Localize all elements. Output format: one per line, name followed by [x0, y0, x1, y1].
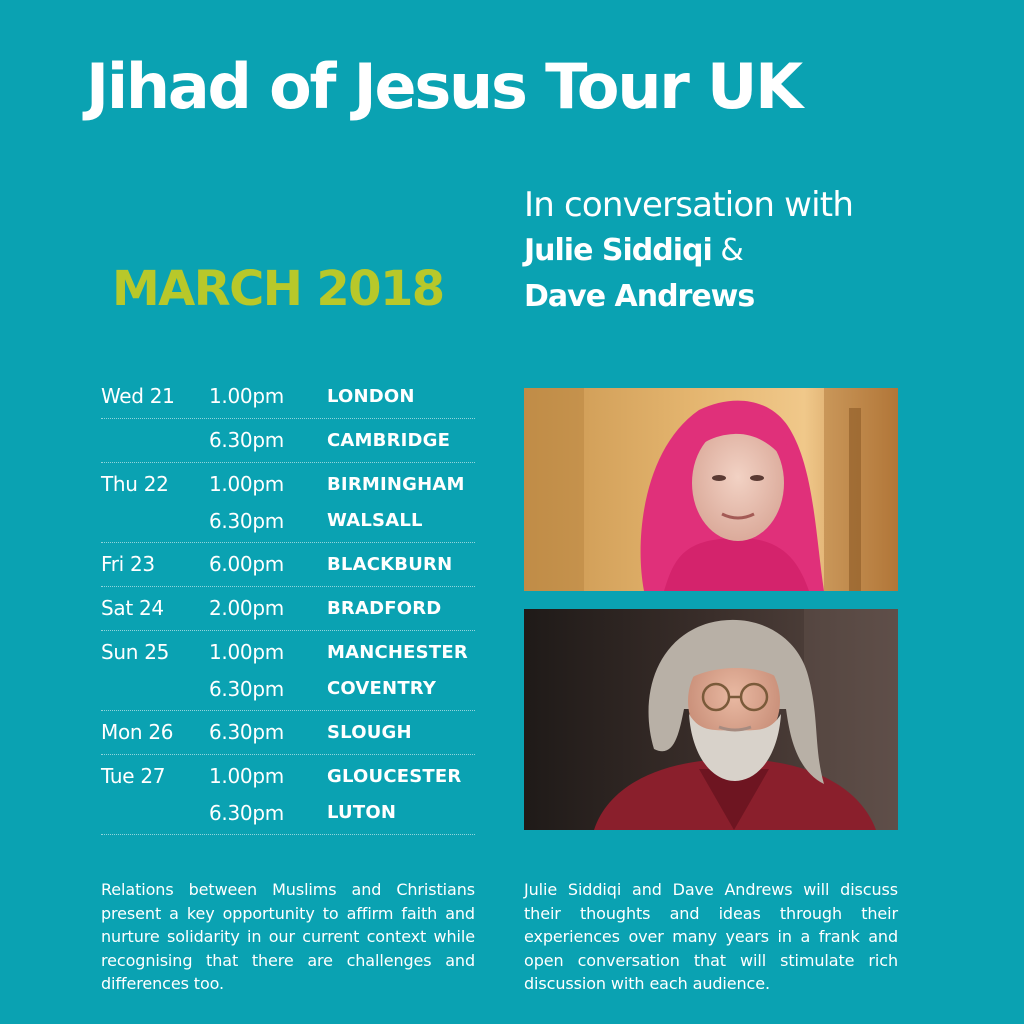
speaker-name-dave: Dave Andrews: [524, 279, 755, 314]
schedule-time: 6.30pm: [209, 677, 284, 701]
schedule-city: LONDON: [327, 386, 415, 407]
schedule-city: BIRMINGHAM: [327, 474, 465, 495]
speaker-line-1: [524, 228, 964, 274]
schedule-time: 6.30pm: [209, 801, 284, 825]
speakers-intro: [524, 182, 964, 320]
schedule-time: 6.30pm: [209, 509, 284, 533]
schedule-city: BRADFORD: [327, 598, 442, 619]
schedule-row: [101, 631, 475, 674]
schedule-time: 1.00pm: [209, 472, 284, 496]
schedule-row: [101, 463, 475, 506]
speaker-name-julie: Julie Siddiqi: [524, 233, 712, 268]
schedule-city: SLOUGH: [327, 722, 412, 743]
schedule-time: 6.30pm: [209, 720, 284, 744]
schedule-city: MANCHESTER: [327, 642, 468, 663]
schedule-city: BLACKBURN: [327, 554, 453, 575]
schedule-time: 1.00pm: [209, 640, 284, 664]
schedule-city: GLOUCESTER: [327, 766, 462, 787]
schedule-time: 6.00pm: [209, 552, 284, 576]
schedule-day: Tue 27: [101, 764, 166, 788]
dave-andrews-photo: [524, 609, 898, 830]
schedule-row: [101, 375, 475, 418]
julie-siddiqi-photo: [524, 388, 898, 591]
schedule-divider: [101, 834, 475, 835]
schedule-city: COVENTRY: [327, 678, 437, 699]
schedule-row: [101, 543, 475, 586]
schedule-row: [101, 587, 475, 630]
schedule-time: 1.00pm: [209, 384, 284, 408]
schedule-time: 2.00pm: [209, 596, 284, 620]
schedule-row: [101, 674, 475, 710]
schedule-day: Wed 21: [101, 384, 175, 408]
schedule-day: Fri 23: [101, 552, 155, 576]
intro-text: In conversation with: [524, 185, 854, 225]
description-right: Julie Siddiqi and Dave Andrews will discuss their thoughts and ideas through their experiences over many years in a frank and open conversation that will stimulate rich discussion with each audience.: [524, 880, 898, 993]
ampersand: &: [720, 233, 743, 268]
event-month-heading: MARCH 2018: [112, 261, 444, 317]
schedule-city: LUTON: [327, 802, 397, 823]
page-title: Jihad of Jesus Tour UK: [86, 50, 802, 123]
description-left: Relations between Muslims and Christians present a key opportunity to affirm faith and nurture solidarity in our current context while recognising that there are challenges and differences too.: [101, 880, 475, 993]
schedule-day: Mon 26: [101, 720, 174, 744]
schedule-row: [101, 419, 475, 462]
tour-schedule: [101, 375, 475, 835]
schedule-time: 6.30pm: [209, 428, 284, 452]
schedule-city: WALSALL: [327, 510, 423, 531]
schedule-city: CAMBRIDGE: [327, 430, 451, 451]
schedule-row: [101, 506, 475, 542]
schedule-day: Sat 24: [101, 596, 164, 620]
schedule-day: Thu 22: [101, 472, 169, 496]
schedule-day: Sun 25: [101, 640, 170, 664]
schedule-row: [101, 755, 475, 798]
schedule-row: [101, 711, 475, 754]
schedule-time: 1.00pm: [209, 764, 284, 788]
schedule-row: [101, 798, 475, 834]
